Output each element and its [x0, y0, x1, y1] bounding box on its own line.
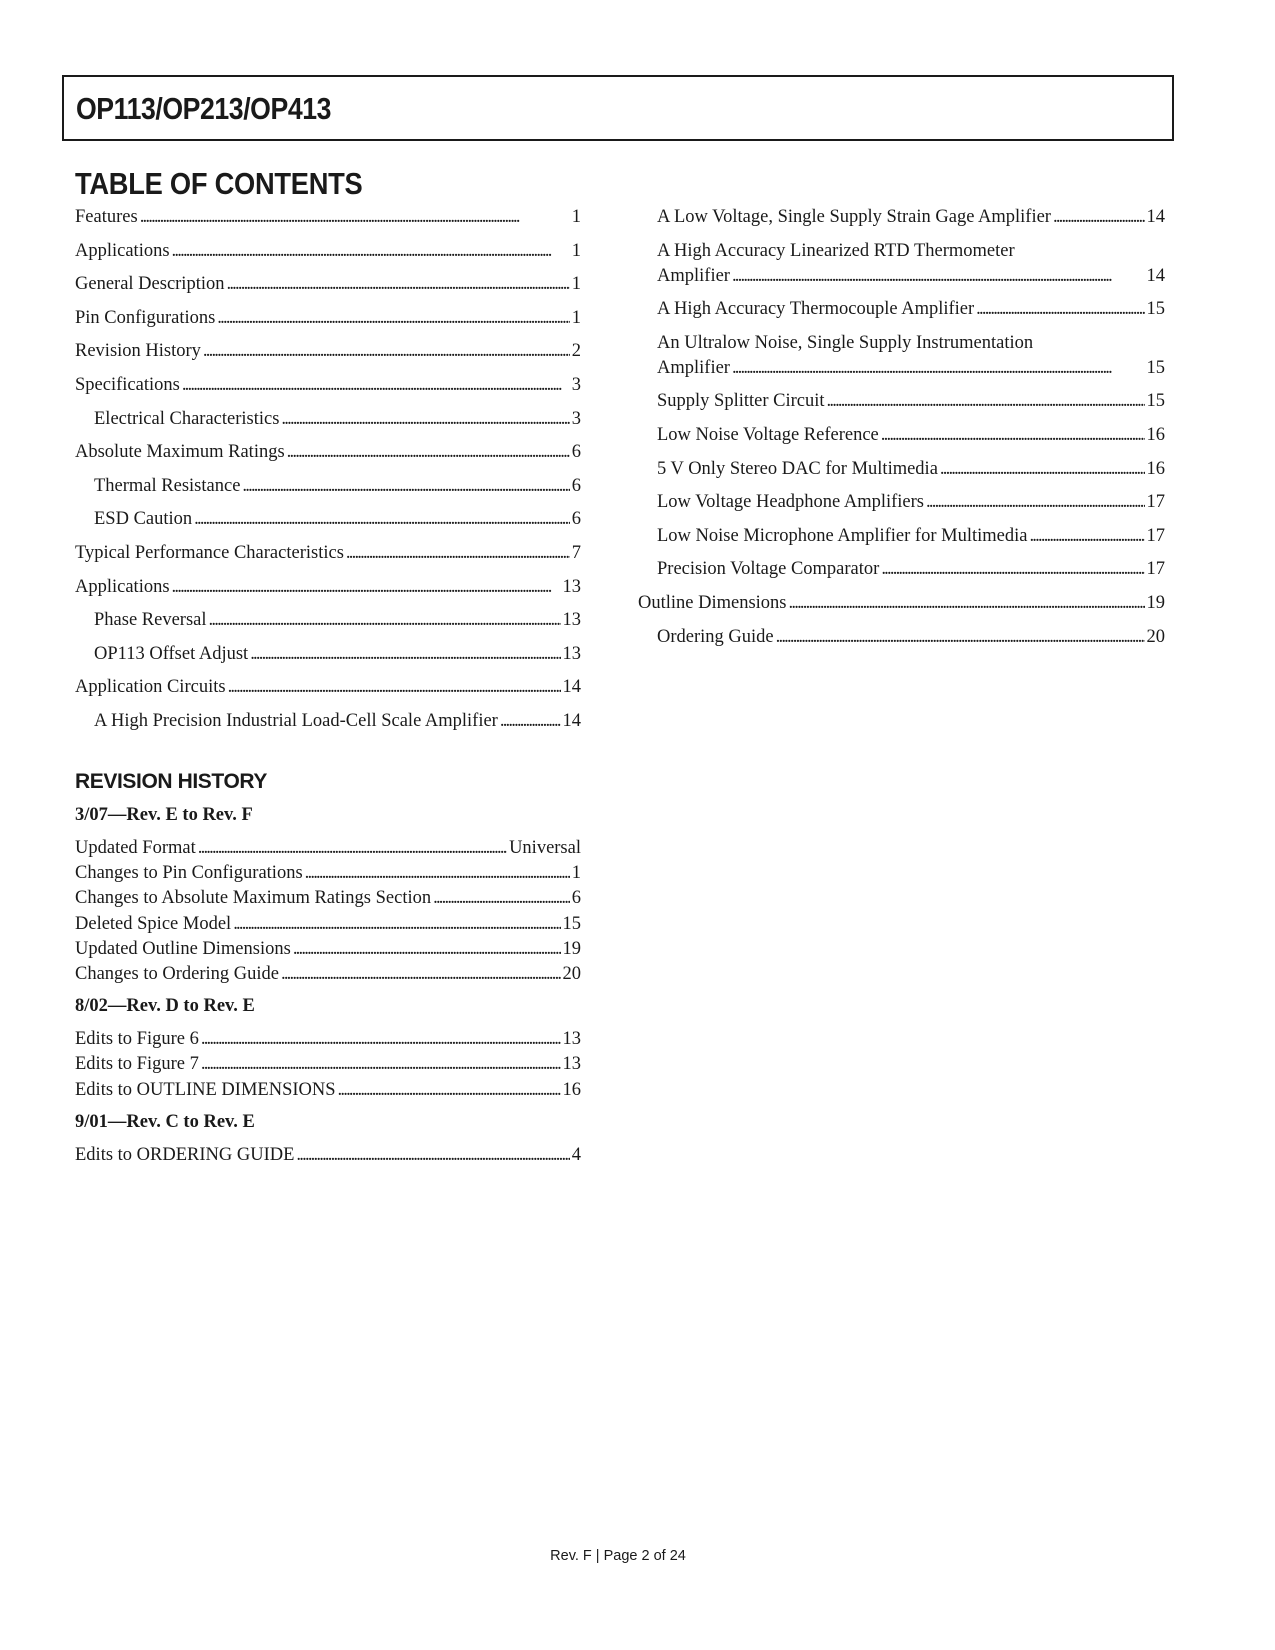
revision-item[interactable]: [75, 912, 581, 937]
dot-leader: [305, 861, 570, 886]
toc-entry-label: ESD Caution: [94, 509, 193, 530]
revision-item-page: 19: [562, 938, 581, 959]
revision-item[interactable]: [75, 886, 581, 911]
toc-left-column: [75, 205, 581, 743]
dot-leader: [338, 1078, 561, 1103]
revision-item-label: Edits to Figure 6: [75, 1029, 199, 1050]
dot-leader: [881, 557, 1144, 582]
toc-entry-page: 1: [571, 307, 581, 328]
toc-entry[interactable]: [94, 608, 581, 642]
revision-item[interactable]: [75, 861, 581, 886]
dot-leader: [433, 886, 570, 911]
dot-leader: [346, 541, 570, 566]
toc-entry-page: 13: [562, 610, 581, 631]
dot-leader: [201, 1052, 561, 1077]
toc-entry-label: Ordering Guide: [657, 626, 774, 647]
toc-entry[interactable]: [657, 297, 1165, 331]
revision-item-page: 13: [562, 1029, 581, 1050]
toc-entry-page: 1: [571, 274, 581, 295]
toc-entry[interactable]: [657, 205, 1165, 239]
toc-entry[interactable]: [75, 272, 581, 306]
revision-item-label: Updated Outline Dimensions: [75, 938, 291, 959]
toc-entry-label: Features: [75, 207, 138, 227]
toc-entry-continuation: [657, 356, 1165, 381]
revision-item-label: Changes to Pin Configurations: [75, 863, 303, 884]
toc-entry[interactable]: [657, 423, 1165, 457]
toc-entry[interactable]: [75, 205, 581, 239]
toc-entry-label: Typical Performance Characteristics: [75, 542, 344, 563]
revision-item-page: 4: [571, 1144, 581, 1165]
dot-leader: [976, 297, 1144, 322]
revision-item-page: 1: [571, 863, 581, 884]
dot-leader: [281, 407, 569, 432]
toc-entry-page: 14: [1146, 265, 1165, 286]
revision-item-label: Updated Format: [75, 838, 196, 858]
toc-entry-label: Low Noise Microphone Amplifier for Multimedia: [657, 525, 1028, 546]
toc-entry-label: General Description: [75, 274, 225, 295]
toc-entry[interactable]: [94, 642, 581, 676]
dot-leader: [281, 962, 561, 987]
toc-entry-label: Outline Dimensions: [638, 592, 787, 613]
revision-history-heading: REVISION HISTORY: [75, 770, 267, 793]
toc-entry-page: 15: [1146, 391, 1165, 412]
toc-entry-page: 16: [1146, 424, 1165, 445]
dot-leader: [789, 591, 1145, 616]
dot-leader: [172, 239, 570, 264]
revision-item-page: 20: [562, 963, 581, 984]
toc-entry-label: Specifications: [75, 374, 180, 395]
toc-entry-label: Revision History: [75, 341, 201, 362]
dot-leader: [226, 272, 569, 297]
toc-entry-label-continued: Amplifier: [657, 265, 730, 286]
toc-entry-label: Electrical Characteristics: [94, 408, 280, 429]
toc-entry[interactable]: [75, 306, 581, 340]
page-footer: Rev. F | Page 2 of 24: [550, 1548, 686, 1564]
dot-leader: [233, 912, 560, 937]
toc-entry-label: Application Circuits: [75, 677, 226, 698]
toc-entry-label: Thermal Resistance: [94, 475, 241, 496]
toc-entry[interactable]: [94, 709, 581, 743]
toc-entry-page: 14: [562, 710, 581, 731]
toc-entry[interactable]: [657, 457, 1165, 491]
toc-entry-page: 14: [562, 677, 581, 698]
dot-leader: [182, 373, 570, 398]
dot-leader: [217, 306, 569, 331]
toc-entry[interactable]: [75, 575, 581, 609]
revision-item-page: 15: [562, 913, 581, 934]
revision-item-page: 6: [571, 888, 581, 909]
toc-entry-page: 13: [562, 643, 581, 664]
dot-leader: [1053, 205, 1145, 230]
toc-entry[interactable]: [75, 440, 581, 474]
dot-leader: [287, 440, 570, 465]
revision-item[interactable]: [75, 1143, 581, 1168]
revision-item-page: Universal: [509, 838, 581, 858]
toc-entry-page: 15: [1146, 357, 1165, 378]
dot-leader: [732, 356, 1145, 381]
revision-item-label: Edits to OUTLINE DIMENSIONS: [75, 1079, 336, 1100]
revision-title: 9/01—Rev. C to Rev. E: [75, 1111, 255, 1132]
dot-leader: [242, 474, 569, 499]
toc-entry-label: A High Accuracy Thermocouple Amplifier: [657, 299, 975, 320]
toc-entry[interactable]: [657, 389, 1165, 423]
toc-entry[interactable]: [75, 373, 581, 407]
toc-entry[interactable]: [94, 407, 581, 441]
dot-leader: [172, 575, 561, 600]
toc-entry-page: 17: [1146, 492, 1165, 513]
toc-entry[interactable]: [657, 557, 1165, 591]
toc-entry-label: 5 V Only Stereo DAC for Multimedia: [657, 458, 938, 479]
dot-leader: [296, 1143, 569, 1168]
dot-leader: [940, 457, 1145, 482]
toc-entry-page: 16: [1146, 458, 1165, 479]
revision-item[interactable]: [75, 1052, 581, 1077]
toc-entry-page: 17: [1146, 559, 1165, 580]
revision-item-label: Deleted Spice Model: [75, 913, 232, 934]
toc-entry-label: Phase Reversal: [94, 610, 207, 631]
revision-item[interactable]: [75, 937, 581, 962]
revision-history: [75, 803, 581, 1175]
toc-entry[interactable]: [75, 339, 581, 373]
toc-entry-page: 3: [571, 374, 581, 395]
toc-entry-label: Supply Splitter Circuit: [657, 391, 825, 412]
revision-item[interactable]: [75, 962, 581, 987]
toc-entry-label: An Ultralow Noise, Single Supply Instrumentation: [657, 332, 1034, 353]
revision-item-label: Changes to Absolute Maximum Ratings Section: [75, 888, 432, 909]
toc-entry-page: 6: [571, 475, 581, 496]
toc-entry-page: 1: [571, 207, 581, 227]
toc-right-column: [638, 205, 1165, 658]
revision-item-page: 16: [562, 1079, 581, 1100]
toc-entry-page: 13: [562, 576, 581, 597]
toc-entry-label-continued: Amplifier: [657, 357, 730, 378]
dot-leader: [201, 1027, 561, 1052]
toc-entry-page: 17: [1146, 525, 1165, 546]
dot-leader: [732, 264, 1145, 289]
toc-entry[interactable]: [657, 490, 1165, 524]
toc-entry-label: Applications: [75, 240, 170, 261]
revision-item[interactable]: [75, 1078, 581, 1103]
toc-entry-page: 20: [1146, 626, 1165, 647]
dot-leader: [194, 507, 570, 532]
revision-item-label: Edits to ORDERING GUIDE: [75, 1144, 295, 1165]
toc-entry-page: 3: [571, 408, 581, 429]
revision-item-page: 13: [562, 1054, 581, 1075]
toc-entry[interactable]: [657, 524, 1165, 558]
toc-entry[interactable]: [657, 239, 1165, 298]
revision-item[interactable]: [75, 1027, 581, 1052]
toc-entry[interactable]: [94, 507, 581, 541]
toc-entry-page: 19: [1146, 592, 1165, 613]
dot-leader: [881, 423, 1145, 448]
dot-leader: [500, 709, 561, 734]
document-title: OP113/OP213/OP413: [76, 91, 332, 126]
toc-entry-page: 2: [571, 341, 581, 362]
dot-leader: [1029, 524, 1144, 549]
toc-entry-label: OP113 Offset Adjust: [94, 643, 249, 664]
toc-entry-page: 6: [571, 509, 581, 530]
toc-entry-page: 7: [571, 542, 581, 563]
toc-entry-label: A High Precision Industrial Load-Cell Scale Amplifier: [94, 710, 498, 731]
toc-entry[interactable]: [657, 331, 1165, 390]
revision-spacer: [75, 1168, 581, 1175]
toc-entry[interactable]: [657, 625, 1165, 659]
dot-leader: [209, 608, 561, 633]
revision-title: 3/07—Rev. E to Rev. F: [75, 805, 253, 825]
dot-leader: [228, 675, 561, 700]
toc-entry-label: Low Noise Voltage Reference: [657, 424, 879, 445]
dot-leader: [293, 937, 561, 962]
toc-entry-label: Precision Voltage Comparator: [657, 559, 880, 580]
revision-title: 8/02—Rev. D to Rev. E: [75, 996, 255, 1017]
toc-entry[interactable]: [94, 474, 581, 508]
dot-leader: [250, 642, 560, 667]
dot-leader: [140, 205, 570, 230]
toc-entry[interactable]: [75, 675, 581, 709]
document-header: [62, 75, 1174, 141]
toc-entry-label: Applications: [75, 576, 170, 597]
toc-entry[interactable]: [638, 591, 1165, 625]
toc-entry[interactable]: [75, 239, 581, 273]
toc-entry-label: Low Voltage Headphone Amplifiers: [657, 492, 925, 513]
revision-spacer: [75, 1103, 581, 1110]
toc-entry-label: A Low Voltage, Single Supply Strain Gage Amplifier: [657, 207, 1051, 227]
dot-leader: [827, 389, 1145, 414]
toc-entry-page: 6: [571, 442, 581, 463]
toc-entry-continuation: [657, 264, 1165, 289]
toc-entry-label: A High Accuracy Linearized RTD Thermometer: [657, 240, 1015, 261]
revision-item-label: Edits to Figure 7: [75, 1054, 199, 1075]
toc-entry[interactable]: [75, 541, 581, 575]
dot-leader: [776, 625, 1145, 650]
revision-spacer: [75, 987, 581, 994]
toc-entry-label: Absolute Maximum Ratings: [75, 442, 285, 463]
toc-entry-page: 14: [1146, 207, 1165, 227]
dot-leader: [198, 836, 507, 861]
toc-heading: TABLE OF CONTENTS: [75, 166, 363, 201]
dot-leader: [203, 339, 570, 364]
toc-entry-label: Pin Configurations: [75, 307, 216, 328]
revision-item[interactable]: [75, 836, 581, 861]
toc-entry-page: 15: [1146, 299, 1165, 320]
toc-entry-page: 1: [571, 240, 581, 261]
dot-leader: [926, 490, 1144, 515]
revision-item-label: Changes to Ordering Guide: [75, 963, 279, 984]
